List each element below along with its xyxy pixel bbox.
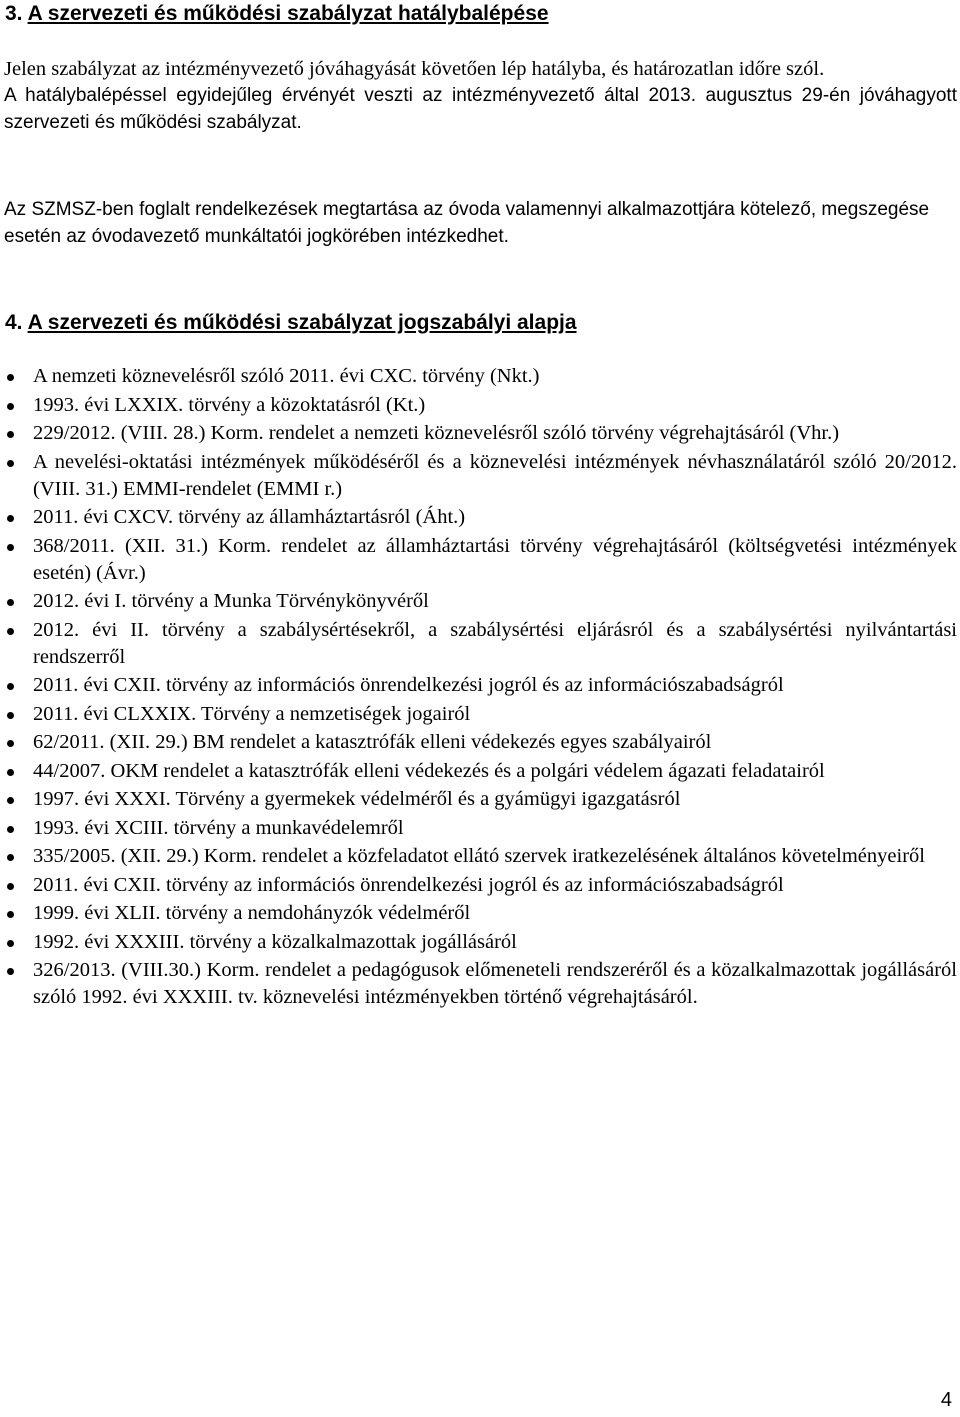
law-text: 2012. évi II. törvény a szabálysértésekről, a szabálysértési eljárásról és a szabálysértési nyilvántartási rendszerről (33, 618, 957, 668)
page-number: 4 (940, 1389, 952, 1411)
law-text: 335/2005. (XII. 29.) Korm. rendelet a közfeladatot ellátó szervek iratkezelésének általános követelményeiről (33, 845, 925, 867)
law-text: 2011. évi CLXXIX. Törvény a nemzetiségek jogairól (33, 702, 471, 725)
list-item (0, 449, 960, 503)
section-4-heading (5, 309, 577, 337)
law-text: 1993. évi LXXIX. törvény a közoktatásról (Kt.) (33, 393, 426, 416)
bullet-icon (7, 968, 14, 975)
bullet-icon (7, 599, 14, 606)
section-3-number: 3. (5, 2, 23, 25)
bullet-icon (7, 683, 14, 690)
bullet-icon (7, 769, 14, 776)
compliance-sentence: Az SZMSZ-ben foglalt rendelkezések megtartása az óvoda valamennyi alkalmazottjára kötelező, megszegése esetén az óvodavezető munkáltatói jogkörében intézkedhet. (4, 199, 930, 247)
list-item (0, 504, 960, 531)
list-item (0, 758, 960, 785)
law-text: 229/2012. (VIII. 28.) Korm. rendelet a nemzeti köznevelésről szóló törvény végrehajtásáról (Vhr.) (33, 422, 840, 444)
law-text: 1993. évi XCIII. törvény a munkavédelemről (33, 816, 404, 839)
bullet-icon (7, 712, 14, 719)
bullet-icon (7, 854, 14, 861)
bullet-icon (7, 403, 14, 410)
bullet-icon (7, 431, 14, 438)
law-text: 62/2011. (XII. 29.) BM rendelet a katasztrófák elleni védekezés egyes szabályairól (33, 731, 712, 753)
list-item (0, 815, 960, 842)
law-text: 1997. évi XXXI. Törvény a gyermekek védelméről és a gyámügyi igazgatásról (33, 788, 681, 810)
law-text: 1999. évi XLII. törvény a nemdohányzók védelméről (33, 902, 471, 924)
section-4-number: 4. (5, 311, 23, 334)
list-item (0, 588, 960, 615)
law-text: 2011. évi CXII. törvény az információs önrendelkezési jogról és az információszabadságról (33, 674, 784, 696)
law-text: 2011. évi CXII. törvény az információs önrendelkezési jogról és az információszabadságról (33, 873, 784, 896)
bullet-icon (7, 797, 14, 804)
section-4-title: A szervezeti és működési szabályzat jogszabályi alapja (27, 311, 577, 334)
law-text: 368/2011. (XII. 31.) Korm. rendelet az államháztartási törvény végrehajtásáról (költségvetési intézmények esetén) (Ávr.) (33, 534, 957, 584)
list-item (0, 929, 960, 956)
law-text: 2011. évi CXCV. törvény az államháztartásról (Áht.) (33, 506, 466, 528)
legal-basis-list (0, 363, 960, 1013)
list-item (0, 900, 960, 927)
law-text: A nemzeti köznevelésről szóló 2011. évi CXC. törvény (Nkt.) (33, 365, 540, 387)
bullet-icon (7, 740, 14, 747)
bullet-icon (7, 628, 14, 635)
list-item (0, 533, 960, 587)
effective-date-paragraph (4, 56, 957, 136)
list-item (0, 701, 960, 728)
bullet-icon (7, 544, 14, 551)
list-item (0, 617, 960, 671)
list-item (0, 363, 960, 390)
list-item (0, 872, 960, 899)
list-item (0, 957, 960, 1011)
bullet-icon (7, 940, 14, 947)
list-item (0, 420, 960, 447)
bullet-icon (7, 883, 14, 890)
list-item (0, 786, 960, 813)
list-item (0, 392, 960, 419)
section-3-heading (5, 0, 549, 28)
law-text: 2012. évi I. törvény a Munka Törvénykönyvéről (33, 590, 429, 612)
bullet-icon (7, 826, 14, 833)
law-text: A nevelési-oktatási intézmények működéséről és a köznevelési intézmények névhasználatáról szóló 20/2012. (VIII. 31.) EMMI-rendelet (EMMI r.) (33, 450, 957, 500)
bullet-icon (7, 460, 14, 467)
repeal-sentence: A hatálybalépéssel egyidejűleg érvényét veszti az intézményvezető által 2013. augusztus 29-én jóváhagyott szervezeti és működési szabályzat. (4, 85, 957, 133)
list-item (0, 729, 960, 756)
bullet-icon (7, 515, 14, 522)
bullet-icon (7, 911, 14, 918)
effective-date-sentence: Jelen szabályzat az intézményvezető jóváhagyását követően lép hatályba, és határozatlan időre szól. (4, 58, 825, 80)
bullet-icon (7, 374, 14, 381)
section-3-title: A szervezeti és működési szabályzat hatálybalépése (27, 2, 549, 25)
list-item (0, 843, 960, 870)
law-text: 326/2013. (VIII.30.) Korm. rendelet a pedagógusok előmeneteli rendszeréről és a közalkalmazottak jogállásáról szóló 1992. évi XXXIII. tv. köznevelési intézményekben történő végrehajtásáról. (33, 959, 957, 1008)
list-item (0, 672, 960, 699)
law-text: 1992. évi XXXIII. törvény a közalkalmazottak jogállásáról (33, 930, 517, 953)
compliance-paragraph (4, 196, 957, 250)
law-text: 44/2007. OKM rendelet a katasztrófák elleni védekezés és a polgári védelem ágazati feladatairól (33, 759, 825, 782)
